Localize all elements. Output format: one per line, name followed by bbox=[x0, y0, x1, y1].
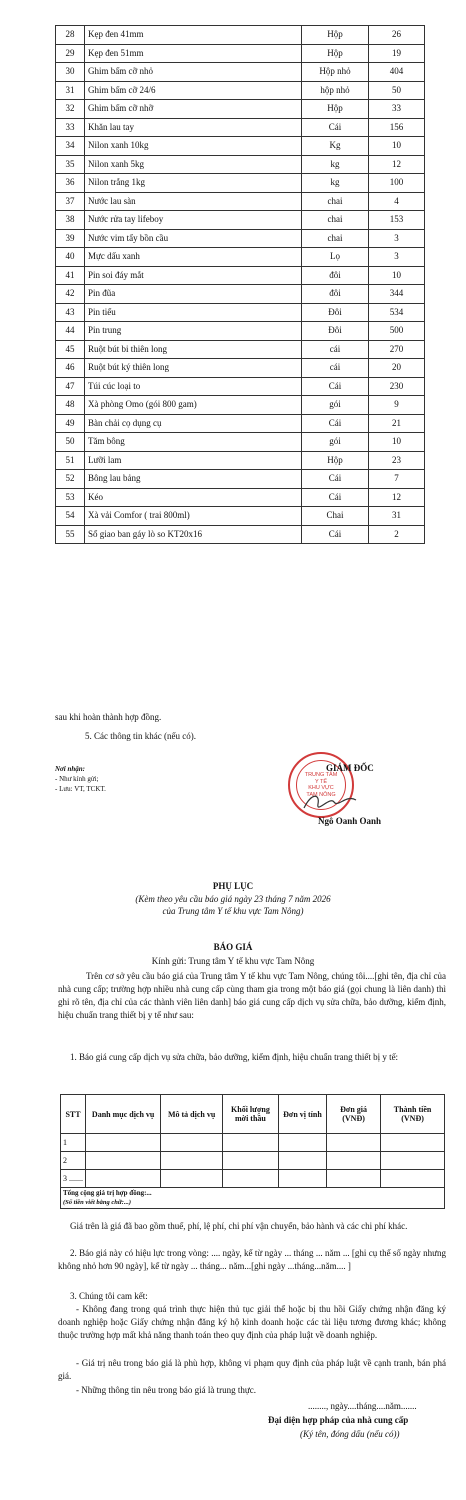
item-number: 51 bbox=[56, 451, 85, 470]
item-unit: Chai bbox=[302, 507, 369, 526]
item-quantity: 26 bbox=[369, 26, 425, 45]
item-name: Pin trung bbox=[85, 322, 302, 341]
quote-empty-cell bbox=[222, 1152, 278, 1170]
item-unit: kg bbox=[302, 174, 369, 193]
item-name: Pin soi đáy mắt bbox=[85, 266, 302, 285]
item-name: Xà vải Comfor ( trai 800ml) bbox=[85, 507, 302, 526]
table-row bbox=[56, 525, 425, 544]
item-number: 50 bbox=[56, 433, 85, 452]
quote-header-cell: Đơn giá (VNĐ) bbox=[326, 1095, 380, 1134]
other-info-text: 5. Các thông tin khác (nếu có). bbox=[85, 731, 196, 741]
item-unit: cái bbox=[302, 359, 369, 378]
item-unit: Cái bbox=[302, 470, 369, 489]
table-row bbox=[56, 248, 425, 267]
quote-empty-cell bbox=[86, 1152, 161, 1170]
recipient-line-2: - Lưu: VT, TCKT. bbox=[55, 785, 106, 793]
item-name: Pin tiểu bbox=[85, 303, 302, 322]
item-name: Nước lau sàn bbox=[85, 192, 302, 211]
item-quantity: 230 bbox=[369, 377, 425, 396]
quote-recipient: Kính gửi: Trung tâm Y tế khu vực Tam Nông bbox=[151, 956, 315, 966]
commit-2: - Giá trị nêu trong báo giá là phù hợp, không vi phạm quy định của pháp luật về cạnh tranh, bán phá giá. bbox=[58, 1358, 446, 1381]
item-unit: chai bbox=[302, 211, 369, 230]
item-name: Nilon xanh 5kg bbox=[85, 155, 302, 174]
item-name: Bông lau bảng bbox=[85, 470, 302, 489]
item-unit: Cái bbox=[302, 414, 369, 433]
quote-total-words: (Số tiền viết bằng chữ:...) bbox=[63, 1199, 131, 1206]
item-number: 55 bbox=[56, 525, 85, 544]
item-name: Mực dấu xanh bbox=[85, 248, 302, 267]
item-quantity: 9 bbox=[369, 396, 425, 415]
item-unit: đôi bbox=[302, 266, 369, 285]
item-unit: Hộp bbox=[302, 451, 369, 470]
date-line: ........, ngày....tháng....năm....... bbox=[308, 1401, 417, 1411]
item-unit: gói bbox=[302, 433, 369, 452]
recipients-title: Nơi nhận: bbox=[55, 765, 86, 773]
item-number: 47 bbox=[56, 377, 85, 396]
table-row bbox=[56, 155, 425, 174]
table-row bbox=[56, 211, 425, 230]
item-number: 44 bbox=[56, 322, 85, 341]
item-number: 45 bbox=[56, 340, 85, 359]
item-name: Tăm bông bbox=[85, 433, 302, 452]
item-unit: Cái bbox=[302, 525, 369, 544]
quote-table-header bbox=[61, 1095, 445, 1134]
item-quantity: 19 bbox=[369, 44, 425, 63]
item-number: 28 bbox=[56, 26, 85, 45]
item-name: Ghim bấm cỡ nhỡ bbox=[85, 100, 302, 119]
quote-empty-cell bbox=[326, 1170, 380, 1188]
quote-intro: Trên cơ sở yêu cầu báo giá của Trung tâm Y tế khu vực Tam Nông, chúng tôi....[ghi tên, địa chỉ của nhà cung cấp; trường hợp nhiều nhà cung cấp cùng tham gia trong một báo giá (gọi chung là liên danh) thì ghi rõ tên, địa chỉ của các thành viên liên danh] báo giá cung cấp dịch vụ sửa chữa, bảo dưỡng, kiểm định, hiệu chuẩn trang thiết bị y tế như sau: bbox=[58, 971, 446, 1020]
table-row bbox=[56, 303, 425, 322]
table-row bbox=[56, 322, 425, 341]
signature bbox=[300, 790, 360, 815]
table-row bbox=[56, 192, 425, 211]
quote-total-label: Tổng cộng giá trị hợp đồng:... bbox=[63, 1189, 152, 1197]
item-quantity: 12 bbox=[369, 488, 425, 507]
item-unit: Hộp nhỏ bbox=[302, 63, 369, 82]
item-name: Lưỡi lam bbox=[85, 451, 302, 470]
representative-title: Đại diện hợp pháp của nhà cung cấp bbox=[268, 1415, 409, 1425]
item-quantity: 404 bbox=[369, 63, 425, 82]
item-number: 48 bbox=[56, 396, 85, 415]
item-number: 49 bbox=[56, 414, 85, 433]
item-name: Ruột bút ký thiên long bbox=[85, 359, 302, 378]
table-row bbox=[56, 26, 425, 45]
table-row bbox=[56, 433, 425, 452]
item-number: 31 bbox=[56, 81, 85, 100]
quote-empty-cell bbox=[161, 1170, 223, 1188]
item-quantity: 3 bbox=[369, 229, 425, 248]
item-number: 29 bbox=[56, 44, 85, 63]
item-name: Sổ giao ban gáy lò so KT20x16 bbox=[85, 525, 302, 544]
item-quantity: 50 bbox=[369, 81, 425, 100]
signer-title: GIÁM ĐỐC bbox=[326, 763, 374, 773]
item-unit: Cái bbox=[302, 118, 369, 137]
table-row bbox=[56, 470, 425, 489]
quote-total-cell bbox=[61, 1188, 445, 1209]
table-row bbox=[56, 174, 425, 193]
item-quantity: 21 bbox=[369, 414, 425, 433]
quote-header-cell: Mô tả dịch vụ bbox=[161, 1095, 223, 1134]
quote-empty-cell bbox=[381, 1152, 445, 1170]
quote-header-cell: Thành tiền (VNĐ) bbox=[381, 1095, 445, 1134]
item-unit: Hộp bbox=[302, 100, 369, 119]
item-unit: Đôi bbox=[302, 303, 369, 322]
quote-empty-cell bbox=[326, 1134, 380, 1152]
item-unit: đôi bbox=[302, 285, 369, 304]
table-row bbox=[56, 507, 425, 526]
item-name: Khăn lau tay bbox=[85, 118, 302, 137]
quote-empty-cell bbox=[222, 1134, 278, 1152]
item-quantity: 31 bbox=[369, 507, 425, 526]
item-quantity: 156 bbox=[369, 118, 425, 137]
item-name: Xà phòng Omo (gói 800 gam) bbox=[85, 396, 302, 415]
item-quantity: 10 bbox=[369, 433, 425, 452]
item-number: 33 bbox=[56, 118, 85, 137]
table-row bbox=[56, 488, 425, 507]
appendix-title: PHỤ LỤC bbox=[212, 881, 254, 891]
table-row bbox=[56, 359, 425, 378]
item-name: Ruột bút bi thiên long bbox=[85, 340, 302, 359]
items-body bbox=[56, 26, 425, 544]
item-unit: Cái bbox=[302, 377, 369, 396]
item-unit: cái bbox=[302, 340, 369, 359]
quote-header-cell: Đơn vị tính bbox=[278, 1095, 326, 1134]
table-row bbox=[56, 396, 425, 415]
item-unit: Lọ bbox=[302, 248, 369, 267]
items-table bbox=[55, 25, 425, 544]
item-name: Túi cúc loại to bbox=[85, 377, 302, 396]
item-name: Kéo bbox=[85, 488, 302, 507]
item-name: Nilon trắng 1kg bbox=[85, 174, 302, 193]
quote-row-number: 2 bbox=[61, 1152, 86, 1170]
quote-table bbox=[60, 1094, 445, 1209]
item-name: Pin đũa bbox=[85, 285, 302, 304]
commit-title: 3. Chúng tôi cam kết: bbox=[70, 1291, 148, 1301]
item-name: Nước vim tẩy bồn cầu bbox=[85, 229, 302, 248]
validity-text: 2. Báo giá này có hiệu lực trong vòng: .... ngày, kể từ ngày ... tháng ... năm ... [ghi cụ thể số ngày nhưng không nhỏ hơn 90 ngày], kể từ ngày ... tháng... năm...[ghi ngày ...tháng...năm.... ] bbox=[58, 1248, 446, 1271]
table-row bbox=[56, 81, 425, 100]
item-quantity: 33 bbox=[369, 100, 425, 119]
quote-total-row bbox=[61, 1188, 445, 1209]
recipient-line-1: - Như kính gửi; bbox=[55, 775, 99, 783]
item-number: 53 bbox=[56, 488, 85, 507]
item-number: 40 bbox=[56, 248, 85, 267]
item-unit: Hộp bbox=[302, 26, 369, 45]
item-unit: chai bbox=[302, 229, 369, 248]
quote-empty-cell bbox=[161, 1152, 223, 1170]
table-row bbox=[56, 44, 425, 63]
item-quantity: 3 bbox=[369, 248, 425, 267]
item-name: Bàn chải cọ dụng cụ bbox=[85, 414, 302, 433]
quote-empty-cell bbox=[86, 1170, 161, 1188]
item-quantity: 500 bbox=[369, 322, 425, 341]
item-quantity: 20 bbox=[369, 359, 425, 378]
commit-3: - Những thông tin nêu trong báo giá là trung thực. bbox=[76, 1385, 256, 1395]
quote-empty-cell bbox=[278, 1134, 326, 1152]
item-name: Kẹp đen 41mm bbox=[85, 26, 302, 45]
item-number: 36 bbox=[56, 174, 85, 193]
quote-title: BÁO GIÁ bbox=[213, 942, 253, 952]
table-row bbox=[56, 451, 425, 470]
item-number: 35 bbox=[56, 155, 85, 174]
stamp-line-1: TRUNG TÂM bbox=[304, 772, 338, 778]
quote-row bbox=[61, 1152, 445, 1170]
appendix-subtitle-1: (Kèm theo yêu cầu báo giá ngày 23 tháng 7 năm 2026 bbox=[135, 894, 331, 904]
quote-item-1: 1. Báo giá cung cấp dịch vụ sửa chữa, bảo dưỡng, kiểm định, hiệu chuẩn trang thiết bị y tế: bbox=[70, 1052, 399, 1062]
quote-row bbox=[61, 1134, 445, 1152]
item-number: 41 bbox=[56, 266, 85, 285]
item-quantity: 153 bbox=[369, 211, 425, 230]
quote-table-body bbox=[61, 1134, 445, 1209]
quote-empty-cell bbox=[326, 1152, 380, 1170]
quote-empty-cell bbox=[381, 1170, 445, 1188]
quote-empty-cell bbox=[222, 1170, 278, 1188]
table-row bbox=[56, 63, 425, 82]
item-quantity: 4 bbox=[369, 192, 425, 211]
item-unit: hộp nhỏ bbox=[302, 81, 369, 100]
item-number: 38 bbox=[56, 211, 85, 230]
quote-header-cell: Khối lượng mời thầu bbox=[222, 1095, 278, 1134]
item-name: Nilon xanh 10kg bbox=[85, 137, 302, 156]
item-number: 46 bbox=[56, 359, 85, 378]
item-unit: gói bbox=[302, 396, 369, 415]
item-quantity: 344 bbox=[369, 285, 425, 304]
item-number: 43 bbox=[56, 303, 85, 322]
table-row bbox=[56, 266, 425, 285]
item-number: 42 bbox=[56, 285, 85, 304]
item-quantity: 23 bbox=[369, 451, 425, 470]
stamp-line-3: KHU VỰC bbox=[308, 785, 334, 791]
table-row bbox=[56, 100, 425, 119]
appendix-subtitle-2: của Trung tâm Y tế khu vực Tam Nông) bbox=[162, 906, 304, 916]
table-row bbox=[56, 285, 425, 304]
item-quantity: 270 bbox=[369, 340, 425, 359]
quote-row-number: 1 bbox=[61, 1134, 86, 1152]
item-quantity: 534 bbox=[369, 303, 425, 322]
item-unit: Đôi bbox=[302, 322, 369, 341]
item-number: 52 bbox=[56, 470, 85, 489]
quote-empty-cell bbox=[161, 1134, 223, 1152]
item-quantity: 100 bbox=[369, 174, 425, 193]
price-note: Giá trên là giá đã bao gồm thuế, phí, lệ phí, chi phí vận chuyển, bảo hành và các chi phí khác. bbox=[70, 1221, 408, 1231]
commit-1: - Không đang trong quá trình thực hiện thủ tục giải thể hoặc bị thu hồi Giấy chứng nhận đăng ký doanh nghiệp hoặc Giấy chứng nhận đăng ký hộ kinh doanh hoặc các tài liệu tương đương khác; không thuộc trường hợp mất khả năng thanh toán theo quy định của pháp luật về doanh nghiệp. bbox=[58, 1304, 446, 1340]
table-row bbox=[56, 414, 425, 433]
table-row bbox=[56, 377, 425, 396]
item-unit: chai bbox=[302, 192, 369, 211]
table-row bbox=[56, 118, 425, 137]
item-unit: Kg bbox=[302, 137, 369, 156]
quote-empty-cell bbox=[278, 1170, 326, 1188]
signer-name: Ngô Oanh Oanh bbox=[318, 816, 382, 826]
item-number: 34 bbox=[56, 137, 85, 156]
item-quantity: 2 bbox=[369, 525, 425, 544]
stamp-line-2: Y TẾ bbox=[314, 778, 328, 785]
item-name: Ghim bấm cỡ nhỏ bbox=[85, 63, 302, 82]
item-name: Ghim bấm cỡ 24/6 bbox=[85, 81, 302, 100]
item-unit: Hộp bbox=[302, 44, 369, 63]
item-number: 54 bbox=[56, 507, 85, 526]
table-row bbox=[56, 137, 425, 156]
quote-header-cell: Danh mục dịch vụ bbox=[86, 1095, 161, 1134]
quote-empty-cell bbox=[278, 1152, 326, 1170]
quote-row-number: 3 ....... bbox=[61, 1170, 86, 1188]
item-quantity: 7 bbox=[369, 470, 425, 489]
stamp-line-4: TAM NÔNG bbox=[306, 791, 336, 798]
after-contract-text: sau khi hoàn thành hợp đồng. bbox=[55, 712, 162, 722]
quote-empty-cell bbox=[381, 1134, 445, 1152]
quote-header-cell: STT bbox=[61, 1095, 86, 1134]
item-number: 32 bbox=[56, 100, 85, 119]
quote-empty-cell bbox=[86, 1134, 161, 1152]
quote-row bbox=[61, 1170, 445, 1188]
item-unit: kg bbox=[302, 155, 369, 174]
item-quantity: 10 bbox=[369, 137, 425, 156]
item-quantity: 10 bbox=[369, 266, 425, 285]
representative-note: (Ký tên, đóng dấu (nếu có)) bbox=[300, 1429, 400, 1439]
item-number: 39 bbox=[56, 229, 85, 248]
item-unit: Cái bbox=[302, 488, 369, 507]
item-name: Kẹp đen 51mm bbox=[85, 44, 302, 63]
item-number: 30 bbox=[56, 63, 85, 82]
table-row bbox=[56, 229, 425, 248]
item-name: Nước rửa tay lifeboy bbox=[85, 211, 302, 230]
table-row bbox=[56, 340, 425, 359]
item-number: 37 bbox=[56, 192, 85, 211]
item-quantity: 12 bbox=[369, 155, 425, 174]
